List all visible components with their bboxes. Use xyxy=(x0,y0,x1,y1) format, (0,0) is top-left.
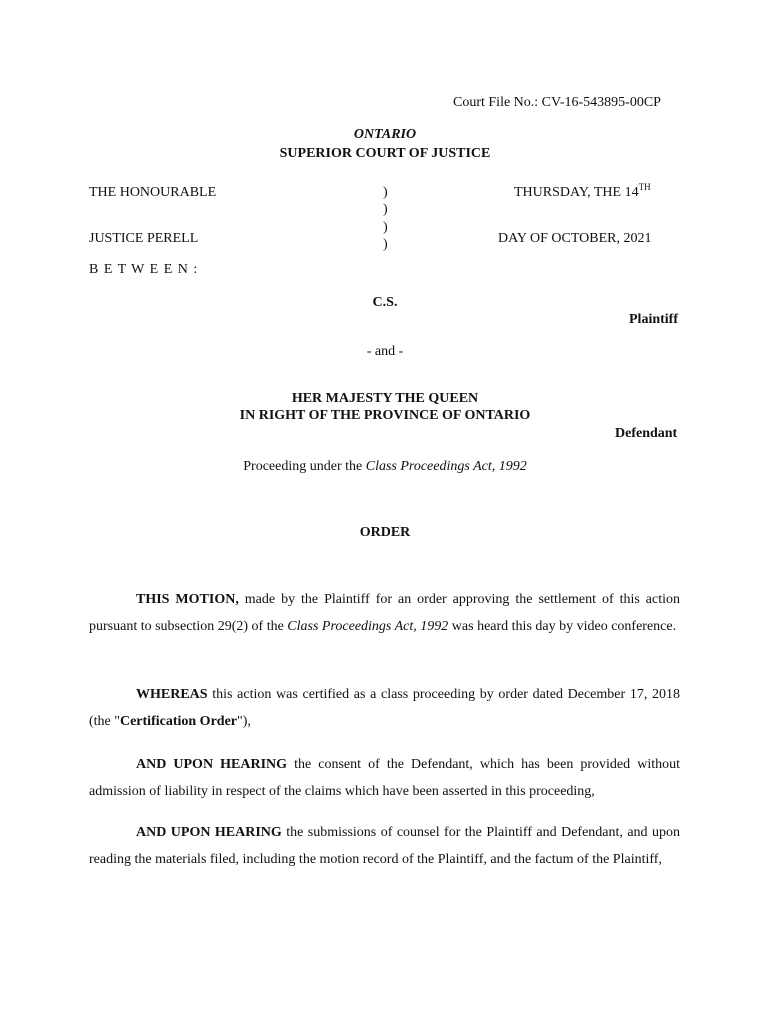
defendant-name-line1: HER MAJESTY THE QUEEN xyxy=(291,391,479,406)
paragraph-motion: THIS MOTION, made by the Plaintiff for an order approving the settlement of this action pursuant to subsection 29(2) of the Class Proceedings Act, 1992 was heard this day by video conference. xyxy=(89,592,680,634)
order-title: ORDER xyxy=(359,525,411,540)
hearing-date-line1: THURSDAY, THE 14TH xyxy=(514,182,651,200)
court-heading: SUPERIOR COURT OF JUSTICE xyxy=(279,146,491,161)
paragraph-consent: AND UPON HEARING the consent of the Defendant, which has been provided without admission of liability in respect of the claims which have been asserted in this proceeding, xyxy=(89,757,680,799)
paragraph-whereas: WHEREAS this action was certified as a class proceeding by order dated December 17, 2018 (the "Certification Order"), xyxy=(89,687,680,729)
plaintiff-name: C.S. xyxy=(372,295,398,310)
caption-bracket: ) xyxy=(383,220,388,235)
and-separator: - and - xyxy=(366,344,404,359)
paragraph-submissions: AND UPON HEARING the submissions of counsel for the Plaintiff and Defendant, and upon reading the materials filed, including the motion record of the Plaintiff, and the factum of the Plaintiff, xyxy=(89,825,680,867)
plaintiff-role: Plaintiff xyxy=(629,312,678,327)
defendant-name-line2: IN RIGHT OF THE PROVINCE OF ONTARIO xyxy=(239,408,531,423)
caption-bracket: ) xyxy=(383,202,388,217)
judge-title: THE HONOURABLE xyxy=(89,185,217,200)
caption-bracket: ) xyxy=(383,237,388,252)
between-label: B E T W E E N : xyxy=(89,262,199,277)
province-heading: ONTARIO xyxy=(353,127,417,142)
judge-name: JUSTICE PERELL xyxy=(89,231,199,246)
caption-bracket: ) xyxy=(383,185,388,200)
court-file-number: Court File No.: CV-16-543895-00CP xyxy=(453,95,661,110)
proceeding-statement: Proceeding under the Class Proceedings Act, 1992 xyxy=(243,459,527,474)
hearing-date-line2: DAY OF OCTOBER, 2021 xyxy=(498,231,652,246)
defendant-role: Defendant xyxy=(615,426,678,441)
